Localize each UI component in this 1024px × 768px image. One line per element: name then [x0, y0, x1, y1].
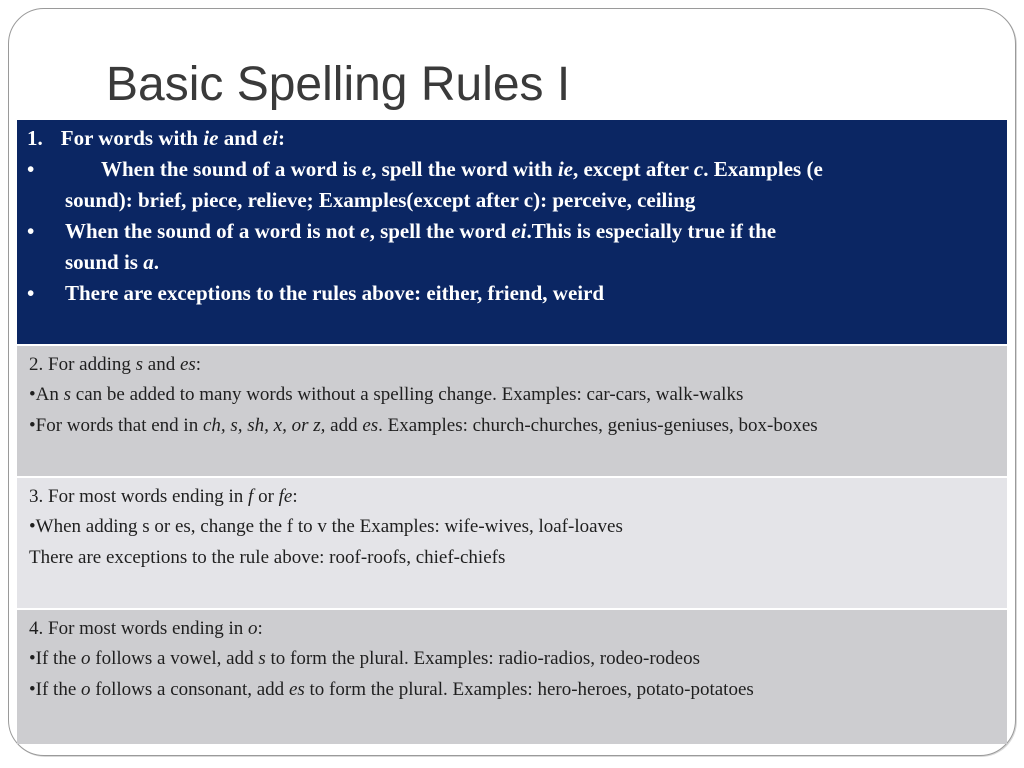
bullet-icon: • [27, 281, 35, 305]
rule-3-cell [17, 478, 1007, 608]
rule-1-bullet-3: There are exceptions to the rules above: either, friend, weird [65, 281, 605, 305]
rule-1-bullet-1: When the sound of a word is e, spell the word with ie, except after c. Examples (e [101, 157, 823, 181]
rule-2-line-1: •An s can be added to many words without a spelling change. Examples: car-cars, walk-walks [29, 384, 744, 405]
rule-1-bullet-2: When the sound of a word is not e, spell the word ei.This is especially true if the [65, 219, 777, 243]
rule-2-cell [17, 346, 1007, 476]
rule-1-number: 1. [27, 126, 43, 150]
rule-1-heading: 1. For words with ie and ei: [27, 126, 285, 150]
rule-2-heading: 2. For adding s and es: [29, 354, 202, 375]
bullet-icon: • [27, 219, 35, 243]
rule-3-heading: 3. For most words ending in f or fe: [29, 486, 298, 507]
rule-4-cell [17, 610, 1007, 744]
rule-2-line-2: •For words that end in ch, s, sh, x, or z, add es. Examples: church-churches, genius-geniuses, box-boxes [29, 415, 818, 436]
rule-1-bullet-2-continued: sound is a. [65, 250, 159, 274]
rule-4-line-1: •If the o follows a vowel, add s to form the plural. Examples: radio-radios, rodeo-rodeos [29, 648, 700, 669]
rule-1-bullet-1-continued: sound): brief, piece, relieve; Examples(except after c): perceive, ceiling [65, 188, 696, 212]
rule-4-heading: 4. For most words ending in o: [29, 618, 263, 639]
bullet-icon: • [27, 157, 35, 181]
rule-1-cell [17, 120, 1007, 344]
rule-3-line-1: •When adding s or es, change the f to v the Examples: wife-wives, loaf-loaves [29, 516, 623, 537]
rule-3-line-2: There are exceptions to the rule above: roof-roofs, chief-chiefs [29, 547, 506, 568]
rule-4-line-2: •If the o follows a consonant, add es to form the plural. Examples: hero-heroes, potato-potatoes [29, 679, 754, 700]
slide-title: Basic Spelling Rules I [106, 58, 571, 111]
